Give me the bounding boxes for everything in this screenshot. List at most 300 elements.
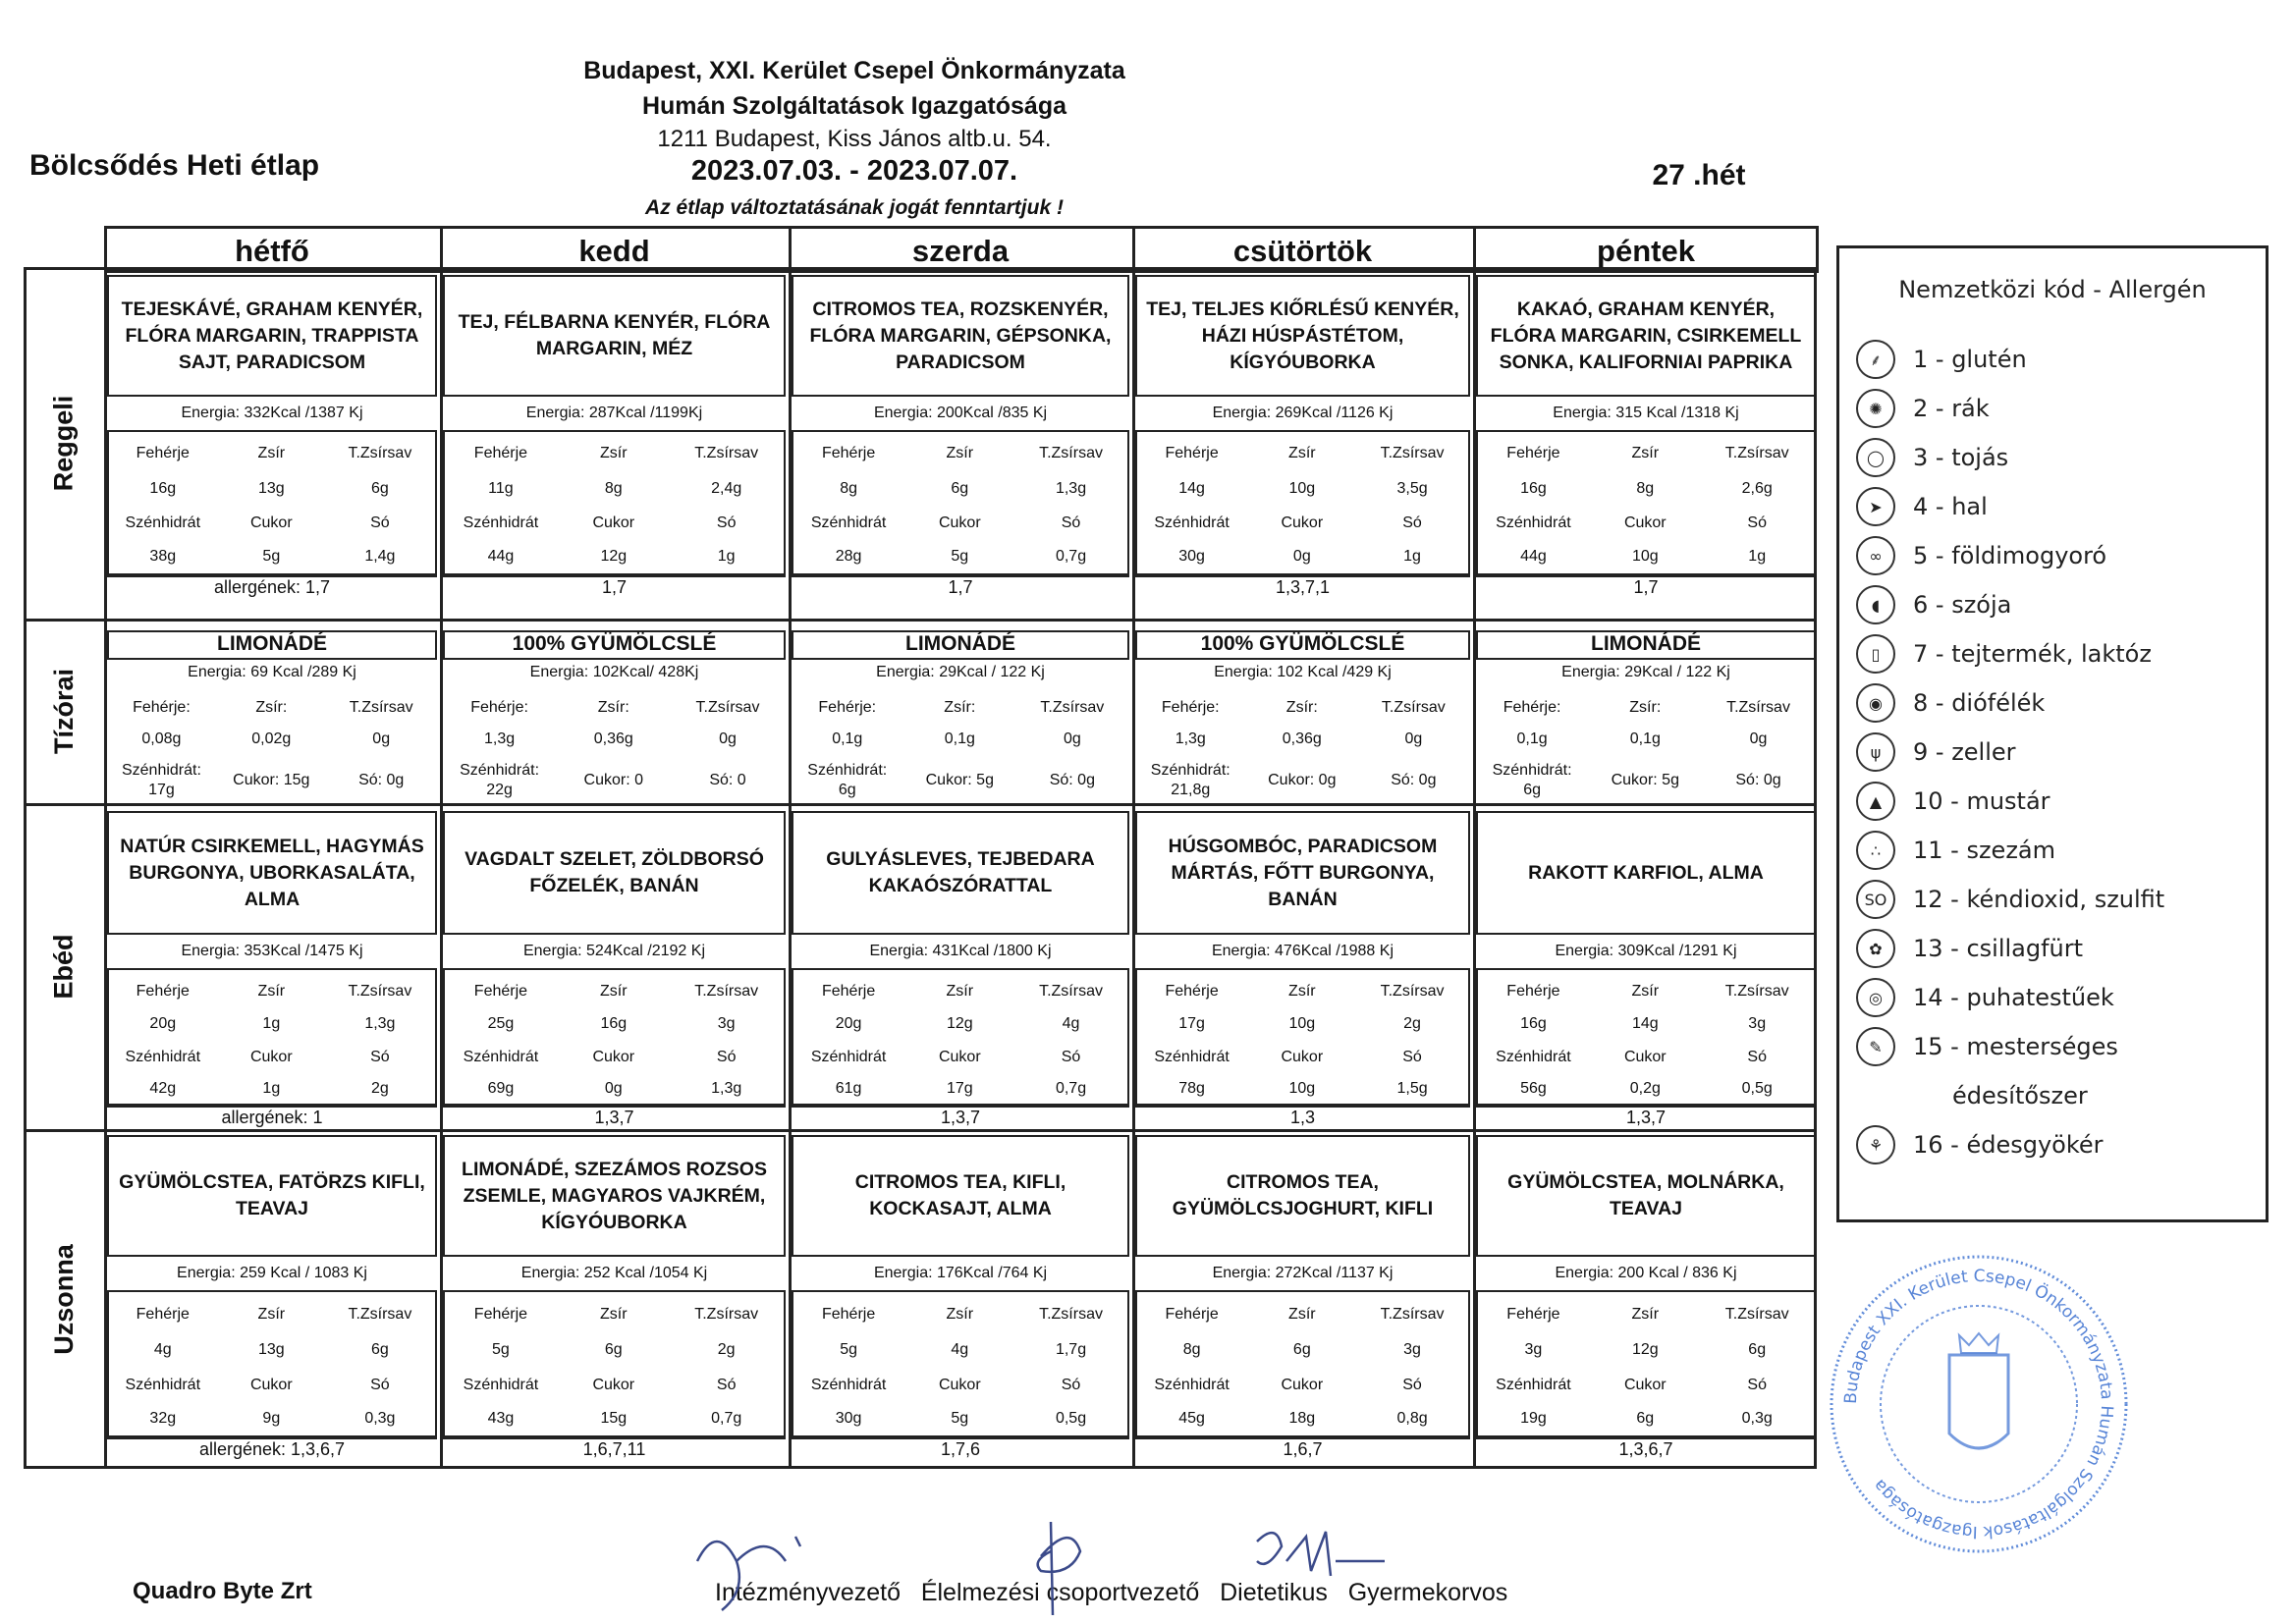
legend-item bbox=[1856, 683, 2045, 723]
nutrition-value: 5g bbox=[840, 1340, 857, 1358]
nutrition-grid bbox=[1135, 691, 1470, 801]
meal-divider bbox=[24, 619, 1817, 622]
nutrition-grid bbox=[1135, 1290, 1470, 1437]
nutrition-value: 1g bbox=[1403, 548, 1421, 566]
nutrition-value: 38g bbox=[149, 548, 177, 566]
nutrition-label: Cukor bbox=[1281, 1048, 1324, 1065]
nutrition-grid bbox=[443, 430, 786, 575]
nutrition-value: 2g bbox=[370, 1080, 389, 1097]
legend-item-label: 15 - mesterséges bbox=[1913, 1033, 2118, 1060]
legend-item bbox=[1856, 634, 2152, 674]
allergen-codes: 1,7 bbox=[1476, 575, 1816, 603]
nutrition-label: T.Zsírsav bbox=[348, 445, 412, 462]
allergen-codes: 1,7,6 bbox=[792, 1437, 1129, 1465]
nutrition-label: Zsír bbox=[946, 1305, 974, 1323]
nutrition-value: 32g bbox=[149, 1410, 177, 1427]
nutrition-label: Szénhidrát: bbox=[121, 762, 201, 779]
nutrition-label: Fehérje bbox=[1165, 982, 1219, 1000]
nutrition-label: Zsír bbox=[1631, 1305, 1660, 1323]
legend-item-label: 9 - zeller bbox=[1913, 738, 2016, 766]
nutrition-cell: Fehérje: bbox=[1161, 699, 1220, 716]
energy-value: Energia: 269Kcal /1126 Kj bbox=[1212, 405, 1394, 421]
legend-item bbox=[1856, 487, 1988, 526]
nutrition-label: Só bbox=[1747, 1376, 1767, 1393]
energy-value: Energia: 259 Kcal / 1083 Kj bbox=[177, 1265, 367, 1281]
nutrition-label: Zsír bbox=[946, 445, 974, 462]
crab-icon: ✺ bbox=[1856, 389, 1895, 428]
energy-value: Energia: 29Kcal / 122 Kj bbox=[1561, 664, 1730, 680]
legend-item bbox=[1856, 880, 2164, 919]
nutrition-value: Cukor: 5g bbox=[1611, 772, 1679, 788]
nutrition-label: Zsír bbox=[257, 982, 286, 1000]
nutrition-value: 30g bbox=[835, 1410, 862, 1427]
nutrition-value: Só: 0g bbox=[1391, 772, 1437, 788]
nutrition-label: Fehérje bbox=[1165, 1305, 1219, 1323]
nutrition-label: Fehérje bbox=[473, 1305, 528, 1323]
nutrition-cell: 0g bbox=[719, 730, 737, 747]
menu-item-text: CITROMOS TEA, ROZSKENYÉR, FLÓRA MARGARIN, GÉPSONKA, PARADICSOM bbox=[792, 275, 1129, 397]
nutrition-cell: Fehérje: bbox=[133, 699, 191, 716]
nutrition-value: 10g bbox=[1288, 1080, 1316, 1097]
nutrition-label: T.Zsírsav bbox=[1380, 1305, 1445, 1323]
nutrition-label: Fehérje bbox=[1506, 445, 1560, 462]
meal-label-text: Reggeli bbox=[48, 395, 79, 491]
nutrition-value: 18g bbox=[1288, 1410, 1316, 1427]
nutrition-label: Fehérje bbox=[1165, 445, 1219, 462]
legend-item bbox=[1856, 1027, 2118, 1066]
menu-item-text: CITROMOS TEA, GYÜMÖLCSJOGHURT, KIFLI bbox=[1135, 1135, 1470, 1257]
nutrition-label: Zsír bbox=[1631, 445, 1660, 462]
nutrition-value: 11g bbox=[488, 479, 514, 497]
nutrition-grid bbox=[443, 1290, 786, 1437]
energy-value: Energia: 476Kcal /1988 Kj bbox=[1211, 943, 1394, 959]
menu-item-text: KAKAÓ, GRAHAM KENYÉR, FLÓRA MARGARIN, CSIRKEMELL SONKA, KALIFORNIAI PAPRIKA bbox=[1476, 275, 1816, 397]
nutrition-label: Szénhidrát bbox=[125, 514, 201, 532]
nutrition-value: 5g bbox=[951, 1410, 969, 1427]
nutrition-value: 17g bbox=[946, 1080, 973, 1097]
allergen-codes: allergének: 1,7 bbox=[107, 575, 437, 603]
legend-item-label: 14 - puhatestűek bbox=[1913, 984, 2114, 1011]
menu-item-text: GULYÁSLEVES, TEJBEDARA KAKAÓSZÓRATTAL bbox=[792, 811, 1129, 935]
nutrition-value: 9g bbox=[262, 1410, 281, 1427]
allergen-codes: 1,3,7 bbox=[792, 1106, 1129, 1133]
nutrition-label: T.Zsírsav bbox=[1039, 982, 1103, 1000]
nutrition-value: 6g bbox=[1748, 1340, 1767, 1358]
energy-value: Energia: 287Kcal /1199Kj bbox=[525, 405, 703, 421]
nutrition-value: Só: 0g bbox=[358, 772, 405, 788]
nutrition-grid bbox=[1135, 968, 1470, 1106]
nutrition-label: Fehérje bbox=[473, 445, 528, 462]
allergen-codes: 1,3 bbox=[1135, 1106, 1470, 1133]
nut-icon: ◉ bbox=[1856, 683, 1895, 723]
nutrition-grid bbox=[792, 968, 1129, 1106]
menu-item-text: VAGDALT SZELET, ZÖLDBORSÓ FŐZELÉK, BANÁN bbox=[443, 811, 786, 935]
nutrition-label: Szénhidrát: bbox=[807, 762, 888, 779]
nutrition-value: 1g bbox=[717, 548, 736, 566]
nutrition-grid bbox=[443, 968, 786, 1106]
nutrition-value: 10g bbox=[1631, 548, 1659, 566]
week-number: 27 .hét bbox=[1652, 159, 1746, 191]
nutrition-label: Zsír bbox=[600, 1305, 628, 1323]
nutrition-label: Só bbox=[1061, 1376, 1081, 1393]
nutrition-value: 3,5g bbox=[1396, 479, 1428, 497]
nutrition-value: 0,3g bbox=[1741, 1410, 1773, 1427]
nutrition-value: 1,4g bbox=[364, 548, 396, 566]
menu-item-text: NATÚR CSIRKEMELL, HAGYMÁS BURGONYA, UBORKASALÁTA, ALMA bbox=[107, 811, 437, 935]
nutrition-grid bbox=[107, 691, 437, 801]
nutrition-cell: Zsír: bbox=[597, 699, 629, 716]
nutrition-label: Szénhidrát bbox=[810, 1376, 887, 1393]
meal-label-1 bbox=[24, 619, 104, 803]
nutrition-label: Cukor bbox=[938, 1048, 981, 1065]
nutrition-label: Só bbox=[1061, 1048, 1081, 1065]
nutrition-label: T.Zsírsav bbox=[694, 1305, 759, 1323]
energy-value: Energia: 431Kcal /1800 Kj bbox=[869, 943, 1052, 959]
energy-value: Energia: 69 Kcal /289 Kj bbox=[188, 664, 356, 680]
nutrition-value: 12g bbox=[1631, 1340, 1659, 1358]
nutrition-cell: 0,36g bbox=[1282, 730, 1322, 747]
nutrition-label: Só bbox=[370, 1376, 390, 1393]
nutrition-value: Só: 0 bbox=[709, 772, 746, 788]
nutrition-value: 56g bbox=[1520, 1080, 1547, 1097]
nutrition-cell: 1,3g bbox=[484, 730, 516, 747]
nutrition-value: 6g bbox=[370, 1340, 389, 1358]
nutrition-cell: 0,1g bbox=[944, 730, 975, 747]
nutrition-value: 0,7g bbox=[711, 1410, 742, 1427]
nutrition-label: Szénhidrát bbox=[1496, 514, 1571, 532]
nutrition-value: Cukor: 0g bbox=[1268, 772, 1337, 788]
nutrition-value: 13g bbox=[257, 479, 285, 497]
nutrition-grid bbox=[792, 1290, 1129, 1437]
nutrition-label: Zsír bbox=[946, 982, 974, 1000]
menu-item-text: HÚSGOMBÓC, PARADICSOM MÁRTÁS, FŐTT BURGONYA, BANÁN bbox=[1135, 811, 1470, 935]
nutrition-label: T.Zsírsav bbox=[1380, 445, 1445, 462]
meal-label-text: Ebéd bbox=[48, 933, 79, 1000]
nutrition-value: 17g bbox=[1178, 1015, 1205, 1033]
nutrition-grid bbox=[107, 968, 437, 1106]
nutrition-value: 78g bbox=[1178, 1080, 1205, 1097]
nutrition-label: Fehérje bbox=[1506, 982, 1560, 1000]
energy-value: Energia: 29Kcal / 122 Kj bbox=[876, 664, 1045, 680]
peanut-icon: ∞ bbox=[1856, 536, 1895, 575]
nutrition-label: Cukor bbox=[249, 514, 293, 532]
nutrition-label: Fehérje bbox=[821, 445, 876, 462]
nutrition-cell: 0g bbox=[1063, 730, 1081, 747]
menu-item-text: TEJ, FÉLBARNA KENYÉR, FLÓRA MARGARIN, MÉZ bbox=[443, 275, 786, 397]
drink-name: 100% GYÜMÖLCSLÉ bbox=[443, 630, 786, 660]
nutrition-cell: 0,36g bbox=[593, 730, 633, 747]
legend-item-label: 2 - rák bbox=[1913, 395, 1990, 422]
nutrition-label: Szénhidrát bbox=[125, 1376, 201, 1393]
nutrition-label: Fehérje bbox=[473, 982, 528, 1000]
nutrition-value: 22g bbox=[486, 782, 513, 798]
nutrition-value: 16g bbox=[600, 1015, 628, 1033]
nutrition-value: 4g bbox=[951, 1340, 969, 1358]
day-header-1: kedd bbox=[578, 234, 650, 268]
day-header-2: szerda bbox=[911, 234, 1010, 268]
legend-item bbox=[1856, 1076, 2088, 1115]
legend-item bbox=[1856, 585, 2011, 624]
legend-item bbox=[1856, 929, 2083, 968]
nutrition-cell: 0,1g bbox=[1629, 730, 1661, 747]
legend-item-label: 11 - szezám bbox=[1913, 837, 2056, 864]
nutrition-label: Só bbox=[1402, 1376, 1422, 1393]
nutrition-value: Só: 0g bbox=[1735, 772, 1781, 788]
mustard-icon: ▲ bbox=[1856, 782, 1895, 821]
egg-icon: ◯ bbox=[1856, 438, 1895, 477]
nutrition-label: Szénhidrát bbox=[1496, 1048, 1571, 1065]
nutrition-label: Cukor bbox=[1281, 514, 1324, 532]
nutrition-label: Zsír bbox=[1288, 1305, 1316, 1323]
nutrition-value: 42g bbox=[149, 1080, 177, 1097]
legend-item bbox=[1856, 389, 1990, 428]
nutrition-grid bbox=[1476, 968, 1816, 1106]
legend-item bbox=[1856, 831, 2055, 870]
nutrition-cell: 0,02g bbox=[251, 730, 292, 747]
nutrition-value: 20g bbox=[149, 1015, 177, 1033]
nutrition-value: 44g bbox=[1520, 548, 1547, 566]
nutrition-label: Cukor bbox=[592, 1376, 635, 1393]
allergen-codes: 1,3,7 bbox=[1476, 1106, 1816, 1133]
allergen-codes: 1,7 bbox=[443, 575, 786, 603]
nutrition-value: 2,6g bbox=[1741, 479, 1773, 497]
nutrition-label: Cukor bbox=[938, 514, 981, 532]
nutrition-value: 6g bbox=[370, 479, 389, 497]
nutrition-label: T.Zsírsav bbox=[1724, 982, 1789, 1000]
nutrition-label: Cukor bbox=[938, 1376, 981, 1393]
stamp-text: Budapest XXI. Kerület Csepel Önkormányzata Humán Szolgáltatások Igazgatósága bbox=[1840, 1266, 2117, 1542]
nutrition-label: Só bbox=[1402, 514, 1422, 532]
nutrition-label: Só bbox=[370, 1048, 390, 1065]
legend-item bbox=[1856, 978, 2114, 1017]
nutrition-grid bbox=[1135, 430, 1470, 575]
org-line1: Budapest, XXI. Kerület Csepel Önkormányzata bbox=[583, 57, 1125, 84]
nutrition-grid bbox=[1476, 430, 1816, 575]
nutrition-value: 16g bbox=[1520, 1015, 1547, 1033]
nutrition-label: Cukor bbox=[592, 514, 635, 532]
nutrition-label: Zsír bbox=[1288, 982, 1316, 1000]
address: 1211 Budapest, Kiss János altb.u. 54. bbox=[657, 126, 1052, 152]
nutrition-value: 0,3g bbox=[364, 1410, 396, 1427]
legend-item bbox=[1856, 438, 2008, 477]
legend-item-label: 5 - földimogyoró bbox=[1913, 542, 2107, 569]
nutrition-value: 44g bbox=[487, 548, 515, 566]
nutrition-cell: 0,1g bbox=[1516, 730, 1548, 747]
nutrition-value: 8g bbox=[1636, 479, 1655, 497]
nutrition-grid bbox=[107, 430, 437, 575]
legend-item-label: 13 - csillagfürt bbox=[1913, 935, 2084, 962]
meal-label-3 bbox=[24, 1129, 104, 1469]
nutrition-value: 69g bbox=[487, 1080, 515, 1097]
nutrition-value: 1,3g bbox=[364, 1015, 396, 1033]
nutrition-label: Szénhidrát bbox=[1154, 1376, 1230, 1393]
nutrition-grid bbox=[792, 691, 1129, 801]
legend-item bbox=[1856, 732, 2016, 772]
lupin-icon: ✿ bbox=[1856, 929, 1895, 968]
milk-icon: ▯ bbox=[1856, 634, 1895, 674]
nutrition-cell: Zsír: bbox=[1629, 699, 1662, 716]
nutrition-label: Zsír bbox=[257, 1305, 286, 1323]
nutrition-value: 5g bbox=[951, 548, 969, 566]
nutrition-label: Szénhidrát bbox=[1154, 514, 1230, 532]
nutrition-label: Zsír bbox=[1288, 445, 1316, 462]
energy-value: Energia: 524Kcal /2192 Kj bbox=[522, 943, 705, 959]
drink-name: LIMONÁDÉ bbox=[1476, 630, 1816, 660]
menu-item-text: GYÜMÖLCSTEA, MOLNÁRKA, TEAVAJ bbox=[1476, 1135, 1816, 1257]
allergen-codes: 1,6,7,11 bbox=[443, 1437, 786, 1465]
nutrition-cell: 0,08g bbox=[141, 730, 182, 747]
nutrition-value: 16g bbox=[1520, 479, 1547, 497]
menu-item-text: RAKOTT KARFIOL, ALMA bbox=[1476, 811, 1816, 935]
nutrition-value: 21,8g bbox=[1171, 782, 1211, 798]
drink-name: LIMONÁDÉ bbox=[792, 630, 1129, 660]
nutrition-label: Szénhidrát bbox=[463, 514, 539, 532]
nutrition-value: 2g bbox=[717, 1340, 736, 1358]
nutrition-label: Só bbox=[1747, 514, 1767, 532]
fish-icon: ➤ bbox=[1856, 487, 1895, 526]
company-name: Quadro Byte Zrt bbox=[133, 1578, 312, 1604]
nutrition-label: Só bbox=[1061, 514, 1081, 532]
energy-value: Energia: 200 Kcal / 836 Kj bbox=[1555, 1265, 1737, 1281]
nutrition-value: 14g bbox=[1178, 479, 1205, 497]
nutrition-value: Cukor: 5g bbox=[925, 772, 994, 788]
energy-value: Energia: 200Kcal /835 Kj bbox=[873, 405, 1048, 421]
nutrition-value: 2g bbox=[1403, 1015, 1421, 1033]
nutrition-value: 4g bbox=[153, 1340, 172, 1358]
nutrition-value: 6g bbox=[604, 1340, 623, 1358]
sulfite-icon: SO bbox=[1856, 880, 1895, 919]
nutrition-value: 17g bbox=[148, 782, 175, 798]
meal-label-2 bbox=[24, 803, 104, 1129]
nutrition-grid bbox=[792, 430, 1129, 575]
nutrition-label: Só bbox=[1402, 1048, 1422, 1065]
nutrition-label: T.Zsírsav bbox=[1724, 445, 1789, 462]
energy-value: Energia: 332Kcal /1387 Kj bbox=[181, 405, 363, 421]
nutrition-value: 12g bbox=[600, 548, 628, 566]
nutrition-label: T.Zsírsav bbox=[1724, 1305, 1789, 1323]
energy-value: Energia: 102Kcal/ 428Kj bbox=[529, 664, 699, 680]
nutrition-value: 0,8g bbox=[1396, 1410, 1428, 1427]
notice: Az étlap változtatásának jogát fenntartjuk ! bbox=[645, 196, 1064, 219]
nutrition-cell: 0g bbox=[1749, 730, 1768, 747]
allergen-codes: 1,7 bbox=[792, 575, 1129, 603]
menu-item-text: CITROMOS TEA, KIFLI, KOCKASAJT, ALMA bbox=[792, 1135, 1129, 1257]
legend-item-label: édesítőszer bbox=[1952, 1082, 2088, 1109]
nutrition-value: 0,7g bbox=[1055, 548, 1087, 566]
nutrition-value: 5g bbox=[262, 548, 281, 566]
nutrition-label: Fehérje bbox=[136, 982, 190, 1000]
nutrition-label: Zsír bbox=[600, 982, 628, 1000]
legend-item-label: 1 - glutén bbox=[1913, 346, 2027, 373]
nutrition-label: Zsír bbox=[257, 445, 286, 462]
nutrition-label: Fehérje bbox=[821, 1305, 876, 1323]
nutrition-value: 13g bbox=[257, 1340, 285, 1358]
signature-labels: Intézményvezető Élelmezési csoportvezető Dietetikus Gyermekorvos bbox=[715, 1579, 1508, 1606]
nutrition-label: Szénhidrát bbox=[125, 1048, 201, 1065]
nutrition-label: T.Zsírsav bbox=[348, 1305, 412, 1323]
legend-item-label: 8 - diófélék bbox=[1913, 689, 2046, 717]
nutrition-label: Zsír bbox=[1631, 982, 1660, 1000]
energy-value: Energia: 176Kcal /764 Kj bbox=[873, 1265, 1048, 1281]
wheat-icon: ⸙ bbox=[1856, 340, 1895, 379]
nutrition-value: 3g bbox=[1403, 1340, 1421, 1358]
nutrition-grid bbox=[1476, 691, 1816, 801]
nutrition-value: 1,5g bbox=[1396, 1080, 1428, 1097]
nutrition-value: Cukor: 15g bbox=[233, 772, 310, 788]
nutrition-label: Szénhidrát bbox=[1496, 1376, 1571, 1393]
legend-item-label: 4 - hal bbox=[1913, 493, 1988, 520]
energy-value: Energia: 102 Kcal /429 Kj bbox=[1214, 664, 1392, 680]
nutrition-value: 1g bbox=[262, 1015, 281, 1033]
nutrition-value: 3g bbox=[1748, 1015, 1767, 1033]
nutrition-value: 10g bbox=[1288, 479, 1316, 497]
nutrition-value: 15g bbox=[600, 1410, 628, 1427]
nutrition-label: Szénhidrát: bbox=[460, 762, 540, 779]
nutrition-value: 0,2g bbox=[1629, 1080, 1661, 1097]
nutrition-value: 0,5g bbox=[1055, 1410, 1087, 1427]
legend-item bbox=[1856, 340, 2027, 379]
nutrition-value: 5g bbox=[492, 1340, 510, 1358]
allergen-codes: 1,3,7,1 bbox=[1135, 575, 1470, 603]
nutrition-label: Cukor bbox=[1623, 514, 1667, 532]
soy-icon: ◖ bbox=[1856, 585, 1895, 624]
nutrition-grid bbox=[107, 1290, 437, 1437]
nutrition-label: Só bbox=[370, 514, 390, 532]
licorice-icon: ⚘ bbox=[1856, 1125, 1895, 1164]
nutrition-grid bbox=[1476, 1290, 1816, 1437]
nutrition-cell: Zsír: bbox=[944, 699, 976, 716]
nutrition-value: 8g bbox=[604, 479, 623, 497]
nutrition-cell: Fehérje: bbox=[1503, 699, 1561, 716]
energy-value: Energia: 309Kcal /1291 Kj bbox=[1555, 943, 1737, 959]
energy-value: Energia: 353Kcal /1475 Kj bbox=[181, 943, 363, 959]
nutrition-value: 1,7g bbox=[1055, 1340, 1087, 1358]
energy-value: Energia: 315 Kcal /1318 Kj bbox=[1553, 405, 1739, 421]
mollusc-icon: ◎ bbox=[1856, 978, 1895, 1017]
nutrition-value: 6g bbox=[838, 782, 856, 798]
legend-item-label: 10 - mustár bbox=[1913, 787, 2050, 815]
menu-item-text: GYÜMÖLCSTEA, FATÖRZS KIFLI, TEAVAJ bbox=[107, 1135, 437, 1257]
nutrition-value: 3g bbox=[1524, 1340, 1543, 1358]
nutrition-value: 6g bbox=[1523, 782, 1541, 798]
nutrition-cell: T.Zsírsav bbox=[695, 699, 760, 716]
nutrition-value: 2,4g bbox=[711, 479, 742, 497]
allergen-codes: allergének: 1 bbox=[107, 1106, 437, 1133]
nutrition-label: Szénhidrát bbox=[810, 514, 887, 532]
nutrition-value: 4g bbox=[1062, 1015, 1080, 1033]
allergen-codes: 1,3,7 bbox=[443, 1106, 786, 1133]
nutrition-value: 8g bbox=[1182, 1340, 1201, 1358]
legend-item-label: 3 - tojás bbox=[1913, 444, 2009, 471]
nutrition-label: Cukor bbox=[1281, 1376, 1324, 1393]
meal-label-0 bbox=[24, 267, 104, 619]
energy-value: Energia: 252 Kcal /1054 Kj bbox=[520, 1265, 708, 1281]
nutrition-label: Zsír bbox=[600, 445, 628, 462]
nutrition-value: 25g bbox=[487, 1015, 515, 1033]
nutrition-value: 0g bbox=[604, 1080, 623, 1097]
nutrition-cell: Fehérje: bbox=[818, 699, 877, 716]
nutrition-cell: Zsír: bbox=[255, 699, 288, 716]
legend-item-label: 7 - tejtermék, laktóz bbox=[1913, 640, 2152, 668]
nutrition-label: T.Zsírsav bbox=[1039, 445, 1103, 462]
nutrition-label: Só bbox=[716, 514, 737, 532]
nutrition-label: Szénhidrát bbox=[463, 1376, 539, 1393]
nutrition-cell: 0,1g bbox=[832, 730, 863, 747]
nutrition-cell: T.Zsírsav bbox=[1726, 699, 1790, 716]
svg-text:Budapest XXI. Kerület Csepel Ö bbox=[1841, 1267, 2116, 1542]
nutrition-value: 30g bbox=[1178, 548, 1205, 566]
nutrition-value: 6g bbox=[951, 479, 969, 497]
